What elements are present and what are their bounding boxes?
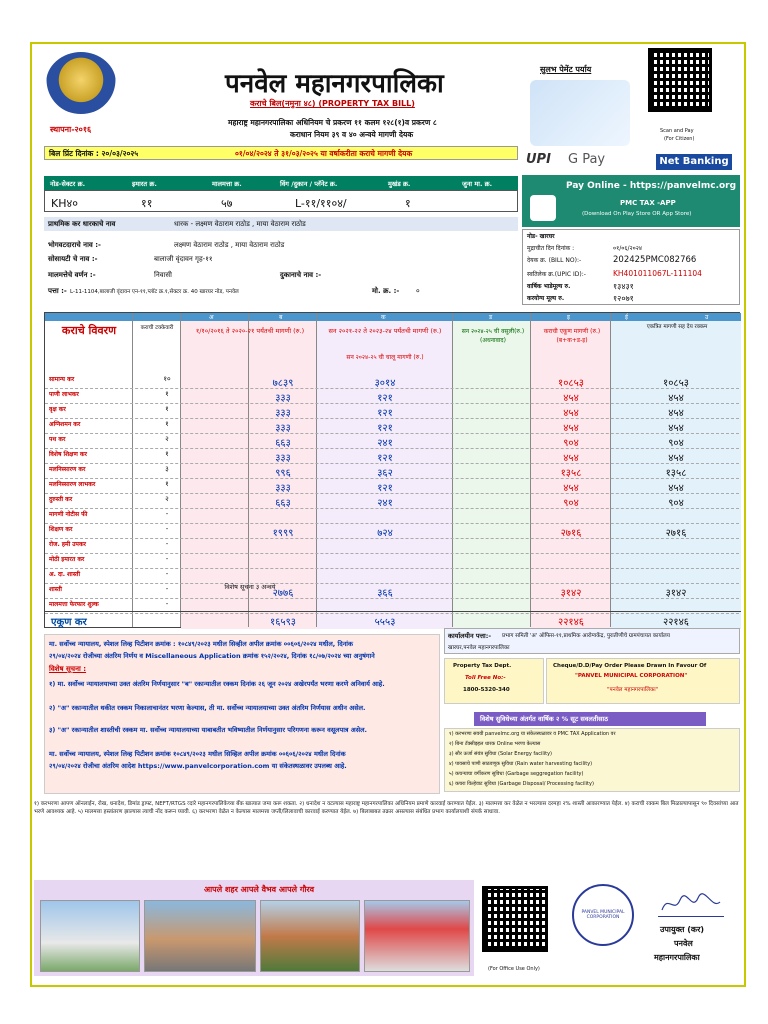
tax-row-payable: ४५४ (668, 453, 684, 464)
note-5: २९/०४/२०२४ रोजीचा अंतरिम आदेश https://www.panvelcorporation.com या संकेतस्थळावर उपलब्ध आहे. (49, 762, 347, 770)
property-header-row (44, 176, 518, 190)
tax-row-total: ४५४ (563, 393, 579, 404)
occupier-label: भोगवटदाराचे नाव :- (48, 241, 101, 249)
tax-row-total: ९०४ (563, 498, 579, 509)
photo-temple-icon (260, 900, 360, 972)
col-letter-d: ड (489, 314, 493, 321)
tax-row-name: मोठी इमारत कर (49, 556, 85, 563)
netbanking-button[interactable]: Net Banking (656, 154, 732, 170)
office-address2: खारघर,पनवेल महानगरपालिका (448, 645, 510, 651)
tax-row-arrears: ६६३ (275, 438, 291, 449)
tax-row-total: ३१४२ (560, 588, 582, 599)
shop-label: दुकानाचे नाव :- (280, 271, 322, 279)
tollfree-panel (444, 658, 544, 704)
col-head-arrears-a: १/१०/२०१६ ते २०२०-२१ पर्यंतची मागणी (रु.) (195, 327, 305, 335)
row-divider (45, 583, 739, 584)
established-text: स्थापना-२०१६ (50, 125, 92, 134)
val-node-sector: KH४० (51, 197, 78, 210)
tollfree-label: Toll Free No:- (465, 675, 506, 681)
val-property-no: ५७ (221, 197, 233, 210)
tax-row-payable: ९०४ (668, 498, 684, 509)
total-demand: २२१४६ (558, 617, 584, 628)
discount-1: १) करभरणा सवयी panvelmc.org या संकेतस्थळावर व PMC TAX Application वर (449, 731, 616, 737)
tax-row-arrears: २७७६ (272, 588, 294, 599)
note-line1: मा. सर्वोच्च न्यायालय, स्पेशल लिव्ह पिटीशन क्रमांक : १०८४९/२०२३ मधील सिव्हील अपील क्रमांक ००६०६/२०२४ मधील, दिनांक (49, 640, 353, 648)
col-letter-c: क (381, 314, 386, 321)
tax-row-pct: १ (165, 390, 169, 398)
tax-row-payable: ३१४२ (665, 588, 687, 599)
tax-row-total: २७१६ (560, 528, 582, 539)
cheque-panel (546, 658, 740, 704)
row-divider (45, 568, 739, 569)
society-value: बालाजी वृंदावन गृह-११ (154, 255, 213, 263)
col-letter-b: ब (279, 314, 283, 321)
val-wing: L-११/११०४/ (295, 197, 347, 210)
taxable-label: करयोग्य मूल्य रु. (527, 295, 565, 302)
easy-payment-label: सुलभ पेमेंट पर्याय (540, 65, 592, 74)
col-letter-a: अ (209, 314, 214, 321)
tax-row-current: ३०१४ (374, 378, 396, 389)
col-letter-e: इ (567, 314, 570, 321)
qr-code-payment-icon[interactable] (648, 48, 712, 112)
phone-illustration-icon (530, 80, 630, 146)
tax-row-name: मागणी नोटीस फी (49, 511, 88, 518)
signatory-city: पनवेल (674, 939, 693, 948)
tax-row-arrears: ३३३ (275, 453, 291, 464)
tax-row-arrears: ३३३ (275, 408, 291, 419)
hdr-old-no: जुना मा. क्र. (462, 180, 493, 188)
mobile-label: मो. क्र. :- (372, 287, 400, 295)
tax-row-name: मालमत्ता फेरफार शुल्क (49, 601, 99, 608)
tax-row-name: अ. दा. शास्ती (49, 571, 81, 578)
special-note-ref: विशेष सूचना ३ अन्वये (224, 583, 276, 591)
tax-row-pct: - (165, 525, 169, 533)
holder-section (44, 215, 518, 299)
tax-row-name: पाणी लाभकर (49, 391, 79, 398)
bill-subtitle: कराचे बिल(नमुना ४८) (PROPERTY TAX BILL) (250, 99, 415, 108)
tax-row-arrears: ३३३ (275, 393, 291, 404)
tax-row-pct: १० (163, 375, 171, 383)
row-divider (45, 523, 739, 524)
tax-row-name: पथ कर (49, 436, 66, 443)
total-label: एकूण कर (51, 617, 87, 628)
tax-row-pct: १ (165, 450, 169, 458)
tax-row-name: शिक्षण कर (49, 526, 73, 533)
tax-row-pct: १ (165, 420, 169, 428)
tax-row-arrears: ९९६ (275, 468, 291, 479)
tax-row-total: ४५४ (563, 408, 579, 419)
tax-row-total: ९०४ (563, 438, 579, 449)
download-text: (Download On Play Store OR App Store) (582, 211, 692, 217)
tax-row-total: ४५४ (563, 423, 579, 434)
note-heading: विशेष सूचना : (49, 665, 87, 673)
bill-print-date: बिल प्रिंट दिनांक : २०/०३/२०२५ (49, 149, 139, 158)
tax-row-current: ७२४ (377, 528, 393, 539)
tax-row-total: ४५४ (563, 483, 579, 494)
official-stamp-icon (572, 884, 634, 946)
tax-row-arrears: ३३३ (275, 483, 291, 494)
address-value: L-11-1104,बालाजी वृंदावन एन-११,प्लॉट क्र.१,सेक्टर क्र. 40 खारघर नोड, पनवेल (70, 289, 239, 295)
hdr-wing: विंग /दुकान / प्लॅनेट क्र. (280, 180, 338, 188)
tax-row-payable: १०८५३ (663, 378, 689, 389)
tax-row-current: २४१ (377, 498, 393, 509)
col-head-payable: एकत्रित मागणी सह देय रक्कम (646, 324, 708, 330)
pay-online-panel (522, 175, 740, 227)
discount-list (444, 728, 740, 792)
tax-row-payable: १३५८ (665, 468, 687, 479)
rule-line: कराधान नियम ३९ व ४० अन्वये मागणी देयक (290, 130, 414, 139)
discount-2: २) बिना टॅक्सीझ्हल धारक Online भरणा केल्यास (449, 741, 541, 747)
upic-label: स्वतिलेक क्र.(UPIC ID):- (527, 271, 586, 278)
print-date-bar (44, 146, 518, 160)
bill-no-label: देयक क्र. (BILL NO):- (527, 257, 582, 264)
taxable-value: १२०७१ (613, 294, 634, 303)
total-current: ५५५३ (374, 617, 396, 628)
footer-band (34, 880, 742, 980)
tollfree-number[interactable]: 1800-5320-340 (463, 687, 510, 693)
tax-row-current: ३६६ (377, 588, 393, 599)
mobile-value: ० (416, 287, 420, 295)
period-line: ०१/०४/२०२४ ते ३१/०३/२०२५ या वर्षाकरीता कराचे मागणी देयक (235, 149, 413, 158)
hdr-building: इमारत क्र. (132, 180, 157, 188)
total-arrears: १६५९३ (270, 617, 296, 628)
col-head-current: सन २०२४-२५ ची चालू मागणी (रु.) (346, 354, 424, 361)
cheque-text: Cheque/D.D/Pay Order Please Drawn In Favour Of (553, 663, 707, 669)
bill-no: 202425PMC082766 (613, 255, 697, 265)
photo-building-3-icon (364, 900, 470, 972)
office-address: प्रभाग समिती 'अ' ऑफिस-११,प्राथमिक आरोग्यकेंद्र, पुरातीणीचे ग्रामपंचायत कार्यालय (502, 633, 670, 639)
office-use-text: (For Office Use Only) (488, 966, 540, 972)
type-value: निवासी (154, 271, 172, 279)
photo-building-2-icon (144, 900, 256, 972)
bill-info-panel (522, 229, 740, 305)
tax-row-name: मलनिस्सारण कर (49, 466, 86, 473)
tax-row-arrears: १९९९ (272, 528, 294, 539)
qr-code-office-icon (482, 886, 548, 952)
tax-row-name: अग्निशमन कर (49, 421, 81, 428)
col-head-total-demand: कराची एकूण मागणी (रु.) (ब+क+ड-इ) (543, 328, 601, 344)
tax-row-current: १२१ (377, 408, 393, 419)
discount-3: ३) सौर ऊर्जा संयंत्र सुविधा (Solar Energy facility) (449, 751, 553, 757)
signatory-corp: महानगरपालिका (654, 953, 700, 962)
col-head-tax-desc: कराचे विवरण (61, 324, 117, 337)
tax-row-payable: ४५४ (668, 393, 684, 404)
pay-online-link[interactable]: Pay Online - https://panvelmc.org (566, 181, 737, 191)
tax-row-pct: १ (165, 405, 169, 413)
tax-row-arrears: ३३३ (275, 423, 291, 434)
corp-name-mr: "पनवेल महानगरपालिका" (607, 687, 659, 693)
occupier-value: लक्ष्मण वेठाराम राठोड , माया वेठाराम राठोड (174, 241, 285, 249)
tax-row-arrears: ७८३९ (272, 378, 294, 389)
node-label: नोड- खारघर (527, 233, 555, 240)
tax-row-current: १२१ (377, 453, 393, 464)
tax-row-total: १३५८ (560, 468, 582, 479)
tax-row-current: १२१ (377, 393, 393, 404)
tax-row-name: वृक्ष कर (49, 406, 66, 413)
signatory-title: उपायुक्त (कर) (660, 925, 705, 934)
tax-row-payable: २७१६ (665, 528, 687, 539)
discount-6: ६) कचरा विल्हेवाट सुविधा (Garbage Disposal/ Processing facility) (449, 781, 594, 787)
col-letter-g: उ (705, 314, 709, 321)
rateable-value: १३४३१ (613, 282, 634, 291)
tax-row-name: मलनिस्सारण लाभकर (49, 481, 96, 488)
tax-row-current: १२१ (377, 483, 393, 494)
corp-name: "PANVEL MUNICIPAL CORPORATION" (575, 673, 688, 679)
tax-row-payable: ४५४ (668, 408, 684, 419)
photo-building-1-icon (40, 900, 140, 972)
property-values-row (44, 190, 518, 212)
tax-row-pct: - (165, 585, 169, 593)
type-label: मालमत्तेचे वर्णन :- (48, 271, 96, 279)
val-plot: १ (405, 197, 411, 210)
col-letter-f: ई (625, 314, 628, 321)
tax-row-pct: १ (165, 480, 169, 488)
signature-icon (658, 892, 724, 917)
office-box (444, 628, 740, 794)
dept-name: Property Tax Dept. (453, 663, 512, 669)
discount-5: ५) कचऱ्याचा वर्गीकरण सुविधा (Garbage seggregation facility) (449, 771, 584, 777)
note-3: ३) "अ" रकान्यातील शास्तीची रक्कम मा. सर्वोच्च न्यायालयाच्या याबाबतीत भविष्यातील निर्णयानुसार परिगणना करून वसूलपात्र असेल. (49, 726, 368, 734)
total-payable: २२१४६ (663, 617, 689, 628)
col-head-pct: कराची टक्केवारी (140, 325, 174, 331)
scan-pay-text: Scan and Pay (660, 128, 694, 134)
upi-icon[interactable]: UPI (526, 152, 551, 167)
tax-row-name: रोज. हमी उपकर (49, 541, 87, 548)
tax-table (44, 312, 740, 628)
for-citizen-text: (For Citizen) (664, 136, 695, 142)
tax-row-payable: ९०४ (668, 438, 684, 449)
tax-row-name: शास्ती (49, 586, 62, 593)
page-title: पनवेल महानगरपालिका (225, 69, 444, 99)
gpay-icon[interactable]: G Pay (568, 152, 606, 167)
upic-id: KH401011067L-111104 (613, 269, 702, 278)
tax-row-arrears: ६६३ (275, 498, 291, 509)
tax-row-current: १२१ (377, 423, 393, 434)
note-2: २) "अ" रकान्यातील थकीत रक्कम निकालाचानंतर भरणा केल्यास, ती मा. सर्वोच्च न्यायालयाच्या उक्त अंतरिम निर्णयास अधीन असेल. (49, 704, 366, 712)
pmc-tax-app-label[interactable]: PMC TAX -APP (620, 199, 676, 207)
tax-row-pct: ३ (165, 465, 169, 473)
holder-label: प्राथमिक कर धारकाचे नाव (48, 220, 116, 228)
val-building: ११ (141, 197, 153, 210)
tax-row-total: १०८५३ (558, 378, 584, 389)
city-slogan: आपले शहर आपले वैभव आपले गौरव (204, 885, 315, 894)
pmc-logo-icon (46, 52, 116, 114)
discount-title: विशेष सुविधेच्या अंतर्गत वार्षिक २ % सूट सवलतीसाठ (480, 715, 609, 723)
tax-row-total: ४५४ (563, 453, 579, 464)
tax-row-name: दुरुस्ती कर (49, 496, 73, 503)
tax-row-pct: २ (165, 495, 169, 503)
tax-row-payable: ४५४ (668, 423, 684, 434)
tax-row-current: २४१ (377, 438, 393, 449)
act-line: महाराष्ट्र महानगरपालिका अधिनियम चे प्रकरण ११ कलम १२८(१)व प्रकरण ८ (228, 118, 437, 127)
tax-row-pct: - (165, 540, 169, 548)
tax-row-pct: - (165, 555, 169, 563)
office-label: कार्यालयीन पत्ता:- (448, 632, 492, 640)
note-4: मा. सर्वोच्च न्यायालय, स्पेशल लिव्ह पिटीशन क्रमांक १०८४९/२०२३ मधील सिव्हिल अपील क्रमांक ००६०६/२०२४ मधील दिनांक (49, 750, 346, 758)
hdr-plot: मुखंड क्र. (388, 180, 411, 188)
tax-row-name: विशेष शिक्षण कर (49, 451, 87, 458)
tax-row-payable: ४५४ (668, 483, 684, 494)
row-divider (45, 553, 739, 554)
society-label: सोसायटी चे नाव :- (48, 255, 98, 263)
fine-date: ०१/०६/२०२४ (613, 245, 643, 252)
hdr-node-sector: नोड-सेक्टर क्र. (50, 180, 86, 188)
fine-date-label: मुद्राचीत दिन दिनांक : (527, 245, 575, 252)
note-line2: २९/०४/२०२४ रोजीच्या अंतरिम निर्णय व Miscellaneous Application क्रमांक १५२/२०२४, दिनांक १८/०७/२०२४ च्या अनुषंगाने (49, 652, 375, 660)
pmc-app-icon[interactable] (530, 195, 556, 221)
col-head-arrears-b: सन २०२१-२२ ते २०२३-२४ पर्यंतची मागणी (रु.) (328, 327, 442, 335)
court-notes-box (44, 634, 440, 794)
address-label: पत्ता :- (48, 287, 67, 295)
tax-row-pct: - (165, 600, 169, 608)
col-head-recovery: सन २०२४-२५ ची वसुली(रु.)(अधनावाद) (461, 328, 525, 344)
note-1: १) मा. सर्वोच्च न्यायालयाच्या उक्त अंतरिम निर्णयानुसार "ब" रकान्यातील रक्कम दिनांक २६ जून २०२४ अखेरपर्यंत भरणा करणे अनिवार्य आहे. (49, 680, 385, 688)
stamp-text: PANVEL MUNICIPAL CORPORATION (581, 910, 625, 920)
tax-row-current: ३६२ (377, 468, 393, 479)
hdr-property-no: मालमत्ता क्र. (212, 180, 242, 188)
rateable-label: वार्षिक भाडेमूल्य रु. (527, 283, 571, 290)
discount-4: ४) पावसाचे पाणी साठवणूक सुविधा (Rain water harvesting facility) (449, 761, 593, 767)
tax-row-pct: - (165, 570, 169, 578)
terms-fineprint: १) करभरणा आपण ऑनलाईन, रोख, धनादेश, डिमांड ड्राफ्ट, NEFT/RTGS व्दारे महानगरपालिकेच्या बँक खात्यात जमा करू शकता. २) धनादेश न वटल्यास महाराष्ट्र महानगरपालिका अधिनियम प्रमाणे कारवाई करण्यात येईल. ३) मालमत्ता कर वेळेत न भरल्यास दरमहा २% शास्ती आकारण्यात येईल. ४) कराची रक्कम बिल मिळाल्यापासून ९० दिवसांच्या आत भरणे आवश्यक आहे. ५) मालमत्ता हस्तांतरण झाल्यास त्याची नोंद करून घ्यावी. ६) करभरणा वेळेत न केल्यास मालमत्ता जप्ती/लिलावाची कारवाई करण्यात येईल. ७) बिलाबाबत तक्रार असल्यास संबंधित प्रभाग कार्यालयाशी संपर्क साधावा. (34, 801, 739, 815)
tax-row-name: सामान्य कर (49, 376, 75, 383)
tax-row-pct: २ (165, 435, 169, 443)
tax-row-pct: - (165, 510, 169, 518)
holder-value: धारक - लक्ष्मण वेठाराम राठोड , माया वेठाराम राठोड (174, 220, 306, 228)
